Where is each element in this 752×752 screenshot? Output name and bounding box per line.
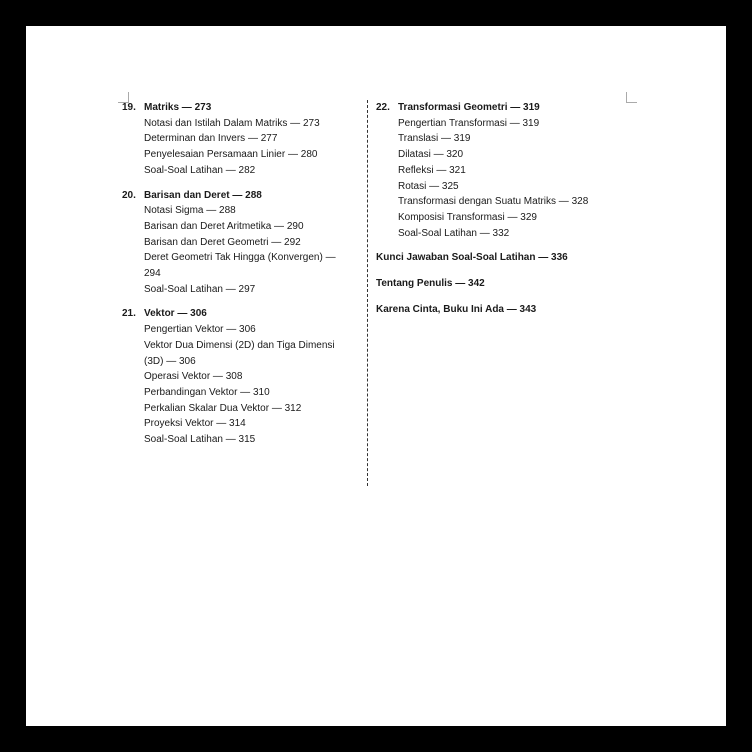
toc-item: Translasi — 319: [398, 133, 471, 145]
toc-item: Soal-Soal Latihan — 332: [398, 227, 510, 239]
toc-item: Barisan dan Deret Aritmetika — 290: [144, 220, 304, 232]
toc-item: Perbandingan Vektor — 310: [144, 386, 270, 398]
toc-about-author: Tentang Penulis — 342: [376, 278, 485, 290]
toc-item: Dilatasi — 320: [398, 149, 464, 161]
toc-item: Vektor Dua Dimensi (2D) dan Tiga Dimensi (3D) — 306: [144, 339, 335, 367]
toc-item: Deret Geometri Tak Hingga (Konvergen) — 294: [144, 252, 336, 280]
toc-item: Refleksi — 321: [398, 164, 466, 176]
toc-item: Perkalian Skalar Dua Vektor — 312: [144, 402, 302, 414]
toc-item: Soal-Soal Latihan — 297: [144, 283, 256, 295]
toc-item: Pengertian Vektor — 306: [144, 324, 256, 336]
toc-item: Notasi Sigma — 288: [144, 205, 236, 217]
chapter-title: Matriks — 273: [144, 102, 212, 113]
column-divider: [367, 100, 368, 486]
toc-item: Soal-Soal Latihan — 282: [144, 164, 256, 176]
chapter-number: 21.: [122, 308, 136, 320]
toc-chapter-19: [122, 100, 362, 179]
toc-item: Komposisi Transformasi — 329: [398, 211, 537, 223]
toc-closing-section: Karena Cinta, Buku Ini Ada — 343: [376, 303, 537, 315]
document-page: [26, 26, 726, 726]
toc-left-column: [122, 100, 362, 457]
chapter-number: 20.: [122, 189, 136, 201]
toc-chapter-20: [122, 188, 362, 298]
toc-item: Pengertian Transformasi — 319: [398, 117, 540, 129]
toc-item: Notasi dan Istilah Dalam Matriks — 273: [144, 117, 320, 129]
toc-item: Penyelesaian Persamaan Linier — 280: [144, 149, 318, 161]
toc-item: Determinan dan Invers — 277: [144, 133, 278, 145]
toc-item: Soal-Soal Latihan — 315: [144, 434, 256, 446]
toc-item: Barisan dan Deret Geometri — 292: [144, 236, 301, 248]
chapter-title: Transformasi Geometri — 319: [398, 102, 540, 113]
chapter-title: Barisan dan Deret — 288: [144, 189, 262, 201]
toc-item: Transformasi dengan Suatu Matriks — 328: [398, 196, 589, 208]
chapter-title: Vektor — 306: [144, 308, 207, 320]
toc-chapter-21: [122, 306, 362, 447]
toc-item: Rotasi — 325: [398, 180, 459, 192]
toc-chapter-22: [376, 100, 636, 241]
chapter-number: 22.: [376, 102, 390, 113]
toc-right-column: [376, 100, 636, 327]
toc-item: Operasi Vektor — 308: [144, 371, 243, 383]
chapter-number: 19.: [122, 102, 136, 113]
toc-item: Proyeksi Vektor — 314: [144, 418, 246, 430]
toc-answer-key: Kunci Jawaban Soal-Soal Latihan — 336: [376, 252, 568, 264]
